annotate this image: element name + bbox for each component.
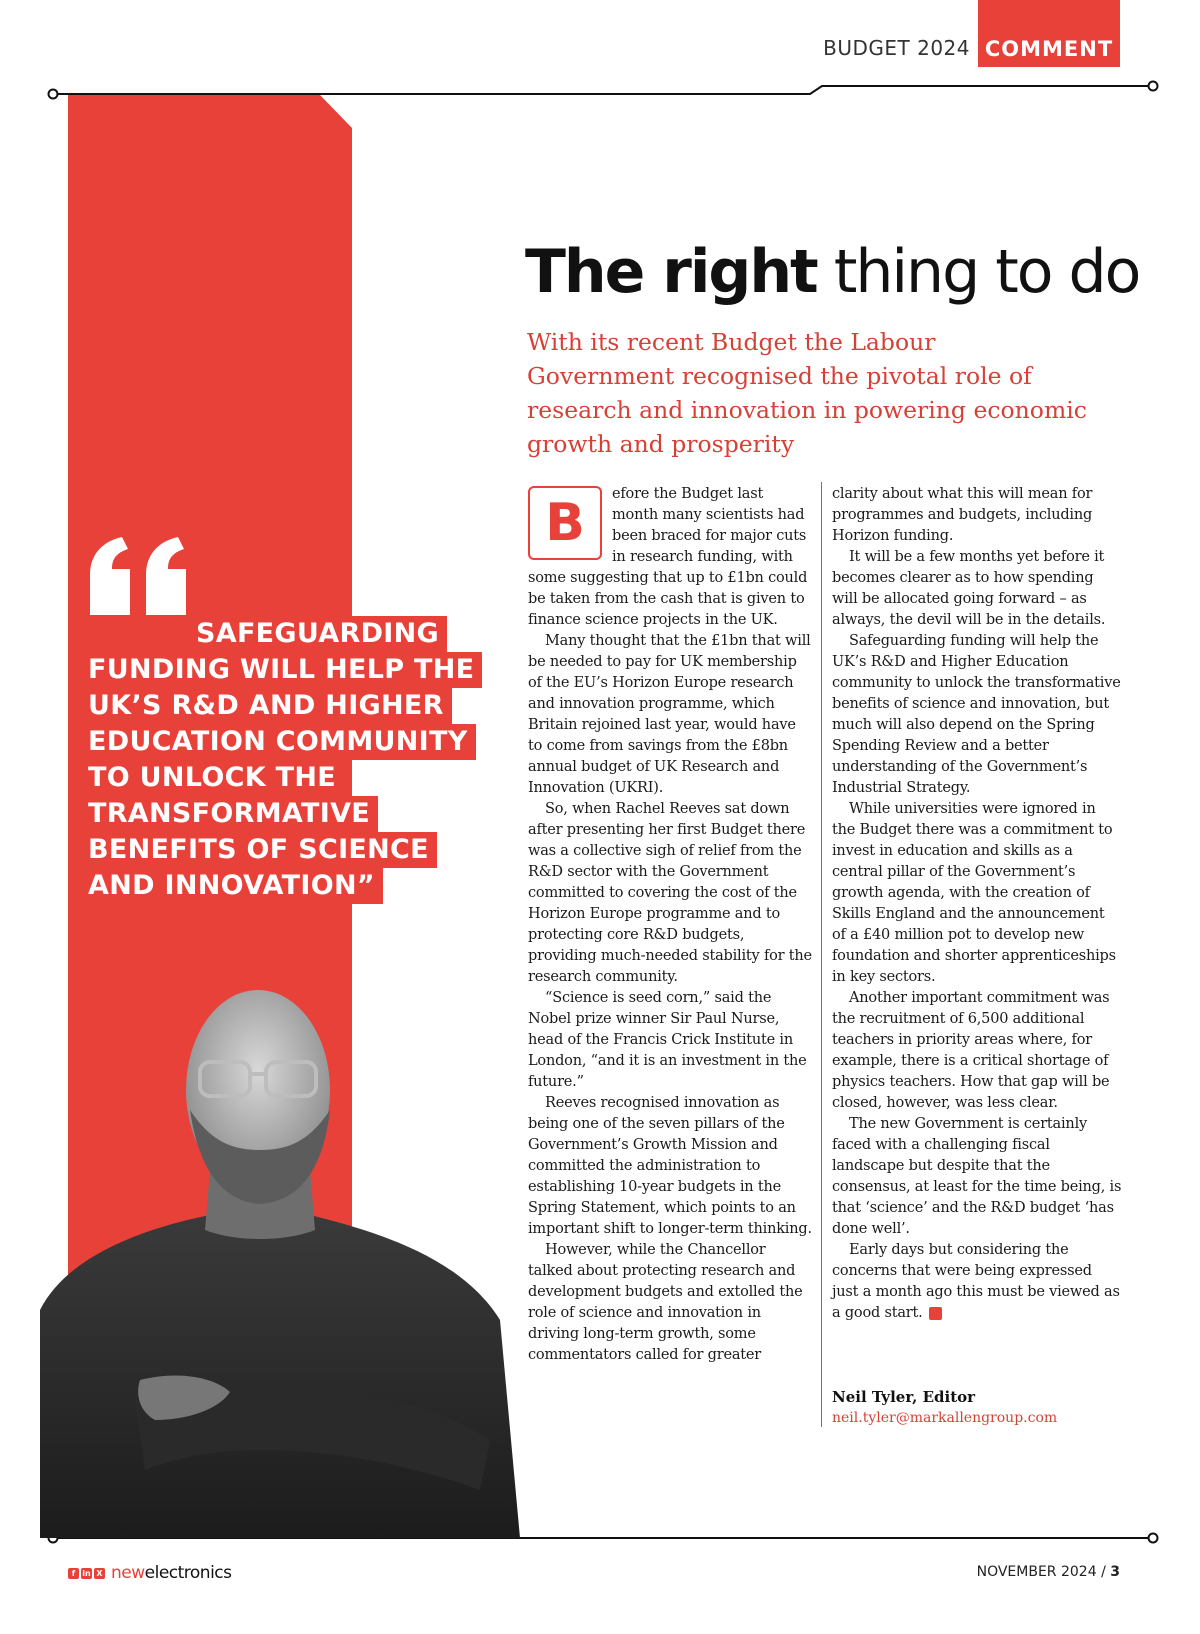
pull-quote-line: SAFEGUARDING (194, 616, 447, 652)
pull-quote-line: BENEFITS OF SCIENCE (86, 832, 437, 868)
page-number: 3 (1110, 1564, 1120, 1580)
pull-quote-line: EDUCATION COMMUNITY (86, 724, 476, 760)
article-column-1 (528, 484, 812, 1366)
author-email-link[interactable]: neil.tyler@markallengroup.com (832, 1410, 1058, 1426)
column-divider (821, 482, 822, 1427)
paragraph: So, when Rachel Reeves sat down after presenting her first Budget there was a collective sigh of relief from the R&D sector with the Government committed to covering the cost of the Horizon Europe programme and to protecting core R&D budgets, providing much-needed stability for the research community. (528, 801, 812, 985)
social-icons (68, 1568, 105, 1579)
paragraph: The new Government is certainly faced with a challenging fiscal landscape but despite that the consensus, at least for the time being, is that ‘science’ and the R&D budget ‘has done well’. (832, 1116, 1122, 1237)
pull-quote-line: AND INNOVATION” (86, 868, 383, 904)
drop-cap: B (528, 486, 602, 560)
section-tab-comment: COMMENT (978, 0, 1120, 67)
end-mark-icon: NE (929, 1307, 942, 1320)
title-bold: The right (525, 237, 817, 307)
separator: / (1096, 1564, 1111, 1580)
editor-portrait-photo (40, 980, 520, 1538)
pull-quote-line: UK’S R&D AND HIGHER (86, 688, 452, 724)
x-icon[interactable]: X (94, 1568, 105, 1579)
section-label: BUDGET 2024 (823, 36, 970, 60)
author-byline: Neil Tyler, Editor (832, 1388, 976, 1406)
facebook-icon[interactable]: f (68, 1568, 79, 1579)
paragraph: However, while the Chancellor talked about protecting research and development budgets and extolled the role of science and innovation in driving long-term growth, some commentators called for greater (528, 1242, 803, 1363)
paragraph: It will be a few months yet before it becomes clearer as to how spending will be allocated going forward – as always, the devil will be in the details. (832, 549, 1106, 628)
paragraph-text: Early days but considering the concerns that were being expressed just a month ago this must be viewed as a good start. (832, 1242, 1120, 1321)
paragraph-last (832, 1240, 1122, 1324)
paragraph: clarity about what this will mean for programmes and budgets, including Horizon funding. (832, 486, 1093, 544)
linkedin-icon[interactable]: in (82, 1568, 91, 1578)
footer-issue-date (900, 1564, 1120, 1580)
paragraph: efore the Budget last month many scientists had been braced for major cuts in research funding, with some suggesting that up to £1bn could be taken from the cash that is given to finance science projects in the UK. (528, 486, 808, 628)
paragraph: “Science is seed corn,” said the Nobel prize winner Sir Paul Nurse, head of the Francis Crick Institute in London, “and it is an investment in the future.” (528, 990, 807, 1090)
paragraph: Many thought that the £1bn that will be needed to pay for UK membership of the EU’s Horizon Europe research and innovation programme, which Britain rejoined last year, would have to come from savings from the £8bn annual budget of UK Research and Innovation (UKRI). (528, 633, 811, 796)
title-light: thing to do (833, 237, 1140, 307)
quote-mark-icon (86, 535, 196, 619)
paragraph: Reeves recognised innovation as being one of the seven pillars of the Government’s Growth Mission and committed the administration to establishing 10-year budgets in the Spring Statement, which points to an important shift to longer-term thinking. (528, 1095, 812, 1237)
paragraph: Another important commitment was the recruitment of 6,500 additional teachers in priority areas where, for example, there is a critical shortage of physics teachers. How that gap will be closed, however, was less clear. (832, 990, 1110, 1111)
brand-name-prefix: new (111, 1563, 145, 1583)
issue-date: NOVEMBER 2024 (976, 1564, 1097, 1580)
pull-quote-line: TO UNLOCK THE (86, 760, 344, 796)
paragraph: While universities were ignored in the Budget there was a commitment to invest in education and skills as a central pillar of the Government’s growth agenda, with the creation of Skills England and the announcement of a £40 million pot to develop new foundation and shorter apprenticeships in key sectors. (832, 801, 1116, 985)
pull-quote-line: FUNDING WILL HELP THE (86, 652, 482, 688)
article-column-2 (832, 484, 1122, 1324)
pull-quote-line: TRANSFORMATIVE (86, 796, 378, 832)
footer-brand (68, 1561, 232, 1585)
brand-name-suffix: electronics (144, 1563, 232, 1583)
article-title (525, 237, 1139, 307)
article-standfirst: With its recent Budget the Labour Government recognised the pivotal role of research and innovation in powering economic growth and prosperity (527, 328, 1087, 458)
paragraph: Safeguarding funding will help the UK’s R&D and Higher Education community to unlock the transformative benefits of science and innovation, but much will also depend on the Spring Spending Review and a better understanding of the Government’s Industrial Strategy. (832, 633, 1121, 796)
